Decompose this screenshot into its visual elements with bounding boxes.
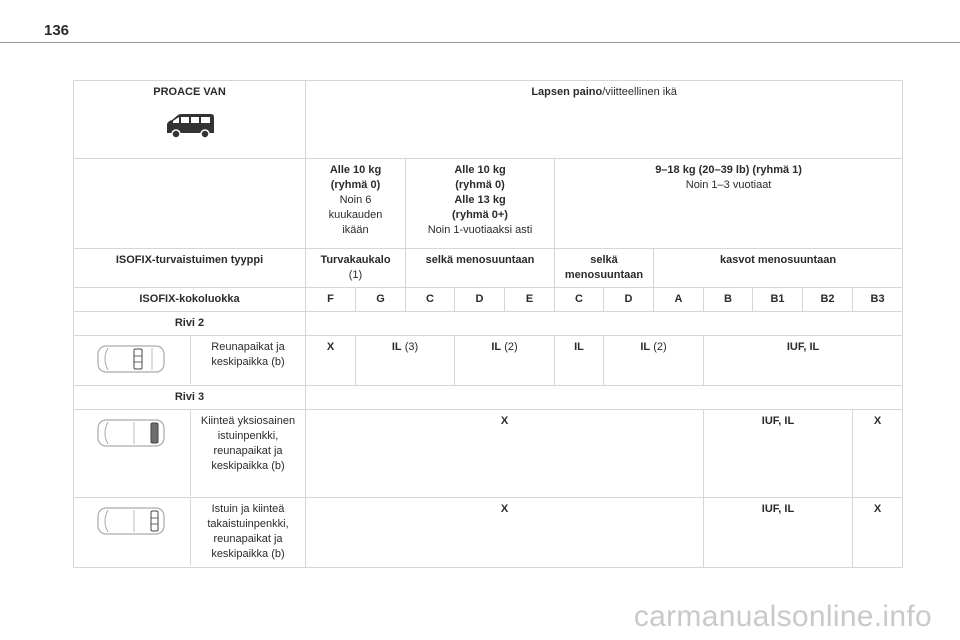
row3a-cell-3: X: [853, 410, 903, 498]
row2-section: [74, 312, 903, 336]
row2-data: [74, 336, 903, 386]
row3b-desc: Istuin ja kiinteä takaistuinpenkki, reunapaikat ja keskipaikka (b): [207, 503, 289, 560]
row3a-desc-cell: [74, 410, 306, 498]
vehicle-cell: [74, 81, 306, 159]
van-icon: [164, 112, 216, 140]
row2-cell-3-value: IL: [491, 341, 502, 353]
weight-header-bold: Lapsen paino: [531, 86, 603, 98]
row2-cell-5-note: (2): [650, 341, 667, 353]
vehicle-label: PROACE VAN: [153, 86, 226, 98]
watermark[interactable]: carmanualsonline.info: [633, 600, 932, 633]
row2-cell-5-value: IL: [640, 341, 651, 353]
row2-cell-3-note: (2): [501, 341, 518, 353]
type-cell-4: kasvot menosuuntaan: [654, 249, 903, 288]
row2-desc: Reunapaikat ja keskipaikka (b): [211, 341, 285, 368]
group-3-age: Noin 1–3 vuotiaat: [685, 179, 772, 191]
isofix-table: [73, 80, 903, 568]
row2-cell-6-value: IUF, IL: [786, 341, 820, 353]
row2-cell-4: [555, 336, 604, 386]
car-diagram-row2: [74, 336, 191, 384]
row3a-data: [74, 410, 903, 498]
class-cell: B: [704, 288, 753, 312]
row3-section: [74, 386, 903, 410]
type-label: ISOFIX-turvaistuimen tyyppi: [74, 249, 306, 288]
class-cell: D: [604, 288, 654, 312]
row3b-data: [74, 498, 903, 568]
row3a-desc: Kiinteä yksiosainen istuinpenkki, reunapaikat ja keskipaikka (b): [200, 415, 296, 472]
class-cell: C: [555, 288, 604, 312]
row2-cell-2-note: (3): [401, 341, 419, 353]
type-row: [74, 249, 903, 288]
row3b-cell-1: X: [306, 498, 704, 568]
type-1-note: (1): [348, 269, 363, 281]
group-2-line-3: Alle 13 kg: [454, 194, 506, 206]
group-3-line-1: 9–18 kg (20–39 lb) (ryhmä 1): [655, 164, 802, 176]
group-cell-3: [555, 159, 903, 249]
class-cell: A: [654, 288, 704, 312]
class-cell: G: [356, 288, 406, 312]
class-cell: D: [455, 288, 505, 312]
row2-cell-6: [704, 336, 903, 386]
type-cell-1: [306, 249, 406, 288]
row3a-cell-1: X: [306, 410, 704, 498]
row2-cell-1: [306, 336, 356, 386]
group-1-line-1: Alle 10 kg: [329, 164, 382, 176]
type-cell-2: selkä menosuuntaan: [406, 249, 555, 288]
class-cell: E: [505, 288, 555, 312]
empty-cell: [306, 386, 903, 410]
weight-group-row: [74, 159, 903, 249]
car-top-view-icon: [96, 416, 168, 450]
group-1-age-2: kuukauden: [328, 209, 383, 221]
class-row: [74, 288, 903, 312]
row2-desc-cell: [74, 336, 306, 386]
row3-label: Rivi 3: [74, 386, 306, 410]
group-cell-1: [306, 159, 406, 249]
row3b-cell-3: X: [853, 498, 903, 568]
group-2-age: Noin 1-vuotiaaksi asti: [427, 224, 533, 236]
car-diagram-row3a: [74, 410, 191, 496]
row2-cell-2: [356, 336, 455, 386]
group-2-line-2: (ryhmä 0): [455, 179, 505, 191]
row3b-cell-2: IUF, IL: [704, 498, 853, 568]
group-1-line-2: (ryhmä 0): [330, 179, 381, 191]
car-top-view-icon: [96, 342, 168, 376]
header-row: [74, 81, 903, 159]
class-cell: F: [306, 288, 356, 312]
class-cell: B3: [853, 288, 903, 312]
row2-cell-5: [604, 336, 704, 386]
class-cell: B1: [753, 288, 803, 312]
row2-cell-1-value: X: [326, 341, 335, 353]
type-1-label: Turvakaukalo: [320, 254, 391, 266]
car-diagram-row3b: [74, 498, 191, 566]
row3b-desc-cell: [74, 498, 306, 568]
group-2-line-4: (ryhmä 0+): [452, 209, 508, 221]
car-top-view-icon: [96, 504, 168, 538]
group-2-line-1: Alle 10 kg: [454, 164, 506, 176]
class-cell: C: [406, 288, 455, 312]
type-cell-3: selkä menosuuntaan: [555, 249, 654, 288]
class-label: ISOFIX-kokoluokka: [74, 288, 306, 312]
row2-cell-2-value: IL: [391, 341, 402, 353]
row2-cell-3: [455, 336, 555, 386]
class-cell: B2: [803, 288, 853, 312]
group-1-age-1: Noin 6: [339, 194, 372, 206]
row3a-cell-2: IUF, IL: [704, 410, 853, 498]
top-rule: [0, 42, 960, 43]
empty-cell: [74, 159, 306, 249]
group-1-age-3: ikään: [342, 224, 369, 236]
row2-cell-4-value: IL: [574, 341, 584, 353]
group-cell-2: [406, 159, 555, 249]
empty-cell: [306, 312, 903, 336]
weight-header-rest: /viitteellinen ikä: [602, 86, 677, 98]
row2-label: Rivi 2: [74, 312, 306, 336]
page-number: 136: [44, 22, 70, 39]
weight-header-cell: [306, 81, 903, 159]
